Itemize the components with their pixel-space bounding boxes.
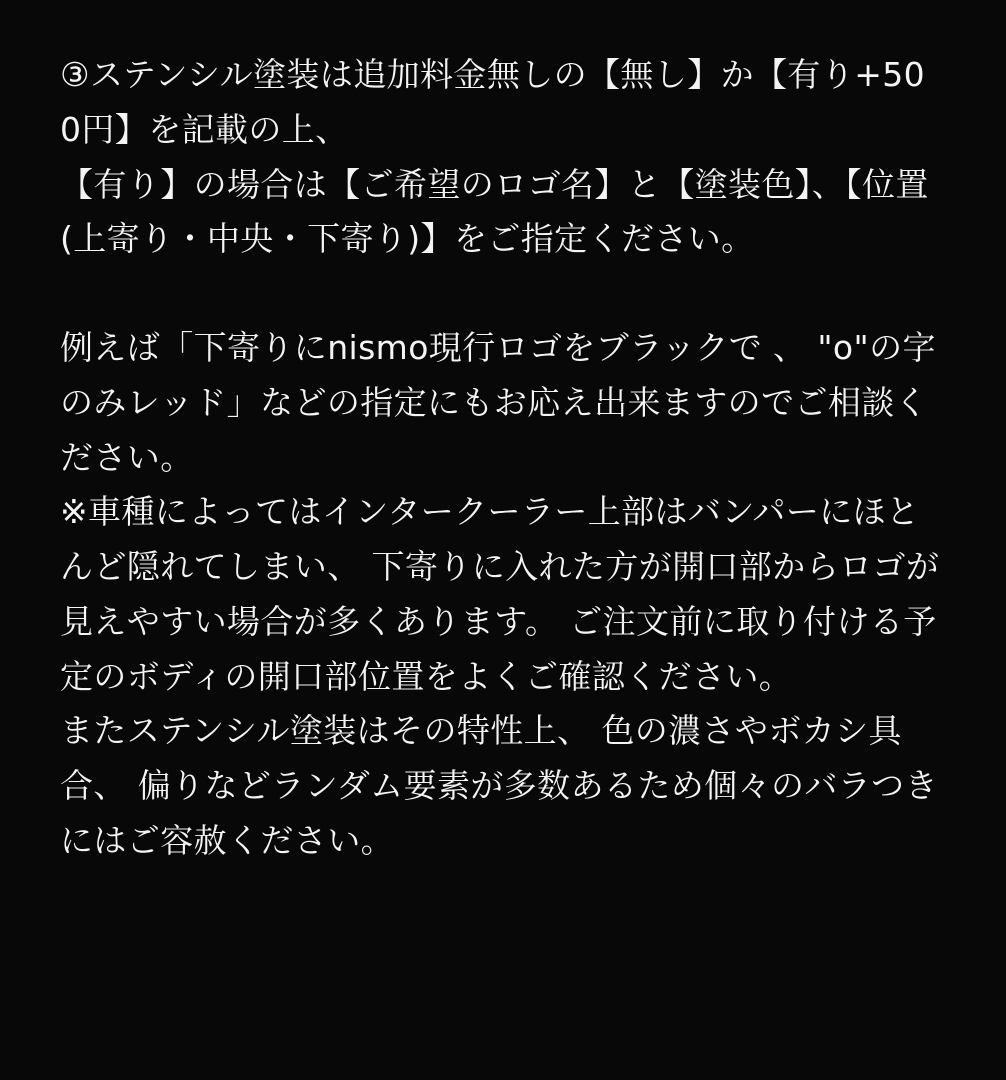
paragraph-note-variance: またステンシル塗装はその特性上、 色の濃さやボカシ具合、 偏りなどランダム要素が多数あるため個々のバラつきにはご容赦ください。: [60, 711, 938, 860]
paragraph-note-bumper: ※車種によってはインタークーラー上部はバンパーにほとんど隠れてしまい、 下寄りに入れた方が開口部からロゴが見えやすい場合が多くあります。 ご注文前に取り付ける予定のボディの開口部位置をよくご確認ください。: [60, 492, 940, 696]
paragraph-spacer: [60, 267, 946, 321]
paragraph-stencil-option: ③ステンシル塗装は追加料金無しの【無し】か【有り+500円】を記載の上、: [60, 55, 926, 149]
paragraph-example: 例えば「下寄りにnismo現行ロゴをブラックで 、 "o"の字のみレッド」などの指定にもお応え出来ますのでご相談ください。: [60, 328, 936, 477]
paragraph-stencil-details: 【有り】の場合は【ご希望のロゴ名】と【塗装色】、【位置 (上寄り・中央・下寄り)】をご指定ください。: [60, 164, 940, 259]
